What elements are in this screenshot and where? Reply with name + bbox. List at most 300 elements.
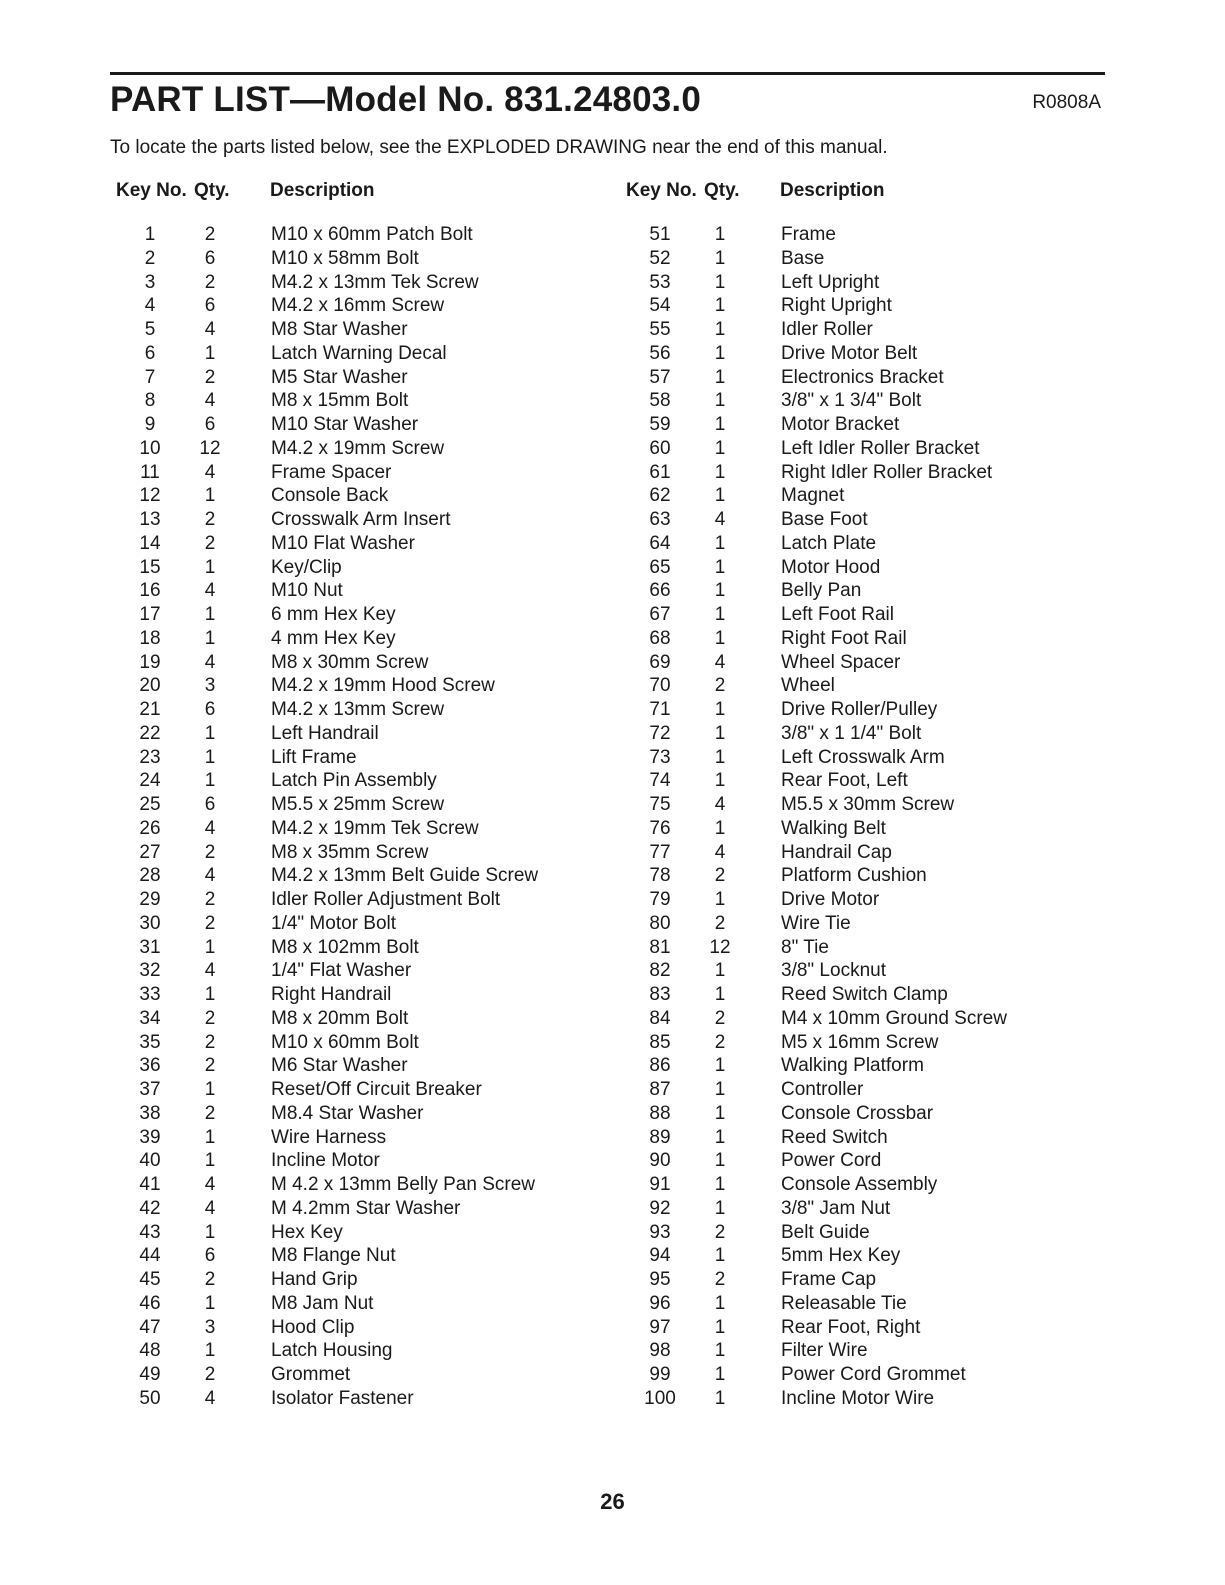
table-row (110, 746, 590, 770)
part-description: 8" Tie (781, 936, 829, 958)
table-row (620, 556, 1100, 580)
table-row (620, 1078, 1100, 1102)
part-key-number: 68 (649, 627, 671, 649)
table-row (620, 1268, 1100, 1292)
table-row (620, 508, 1100, 532)
column-header-key-no: Key No. (626, 180, 697, 201)
part-quantity: 2 (204, 1007, 216, 1029)
part-description: M5 x 16mm Screw (781, 1031, 939, 1053)
part-key-number: 1 (144, 224, 156, 245)
part-quantity: 2 (204, 1055, 216, 1077)
table-row (620, 698, 1100, 722)
part-description: M 4.2 x 13mm Belly Pan Screw (271, 1174, 535, 1195)
part-description: Walking Platform (781, 1055, 924, 1077)
part-quantity: 2 (714, 1269, 726, 1290)
table-row (110, 437, 590, 461)
part-description: M 4.2mm Star Washer (271, 1197, 461, 1219)
part-key-number: 47 (139, 1316, 161, 1338)
part-description: Drive Motor (781, 889, 880, 910)
part-description: M6 Star Washer (271, 1055, 408, 1077)
table-row (620, 1244, 1100, 1268)
part-description: Rear Foot, Right (781, 1316, 921, 1338)
document-code: R0808A (1032, 92, 1101, 113)
part-key-number: 31 (139, 936, 161, 958)
part-quantity: 1 (714, 960, 726, 982)
part-description: Frame (781, 224, 836, 245)
part-description: Platform Cushion (781, 865, 927, 887)
part-key-number: 23 (139, 746, 161, 768)
part-key-number: 48 (139, 1340, 161, 1362)
part-key-number: 89 (649, 1126, 671, 1148)
parts-rows-right (620, 223, 1100, 1411)
table-row (110, 817, 590, 841)
part-key-number: 82 (649, 960, 671, 982)
table-row (620, 1292, 1100, 1316)
table-row (620, 1387, 1100, 1411)
part-description: M4.2 x 16mm Screw (271, 295, 445, 317)
part-quantity: 1 (714, 1340, 726, 1362)
part-quantity: 6 (204, 247, 216, 269)
part-key-number: 63 (649, 509, 671, 530)
part-key-number: 14 (139, 532, 161, 554)
part-key-number: 43 (139, 1221, 161, 1243)
part-key-number: 79 (649, 889, 671, 910)
part-description: Reed Switch (781, 1126, 888, 1148)
part-quantity: 1 (714, 817, 726, 839)
column-header-description: Description (780, 180, 885, 201)
part-quantity: 4 (714, 651, 726, 673)
part-quantity: 1 (714, 1197, 726, 1219)
table-row (110, 1126, 590, 1150)
part-description: Frame Cap (781, 1269, 877, 1290)
part-key-number: 97 (649, 1316, 671, 1338)
table-row (110, 342, 590, 366)
table-row (110, 698, 590, 722)
part-quantity: 4 (714, 841, 726, 863)
table-row (620, 461, 1100, 485)
table-row (620, 959, 1100, 983)
part-quantity: 1 (714, 722, 726, 744)
part-key-number: 41 (139, 1174, 161, 1195)
part-key-number: 30 (139, 912, 161, 934)
table-row (110, 603, 590, 627)
part-description: Drive Roller/Pulley (781, 699, 938, 720)
part-description: Lift Frame (271, 746, 357, 768)
part-quantity: 4 (204, 960, 216, 982)
table-row (110, 223, 590, 247)
part-quantity: 2 (714, 675, 726, 697)
part-description: M4.2 x 13mm Screw (271, 699, 445, 720)
part-quantity: 1 (714, 1387, 726, 1409)
part-quantity: 2 (204, 912, 216, 934)
part-key-number: 65 (649, 556, 671, 578)
part-description: Right Foot Rail (781, 627, 907, 649)
part-description: Hood Clip (271, 1316, 355, 1338)
part-key-number: 87 (649, 1079, 671, 1100)
part-description: Latch Pin Assembly (271, 770, 437, 792)
part-quantity: 2 (714, 912, 726, 934)
part-description: M5.5 x 25mm Screw (271, 794, 445, 815)
table-row (620, 294, 1100, 318)
part-description: Wire Tie (781, 912, 851, 934)
table-row (620, 342, 1100, 366)
part-key-number: 56 (649, 342, 671, 364)
part-key-number: 93 (649, 1221, 671, 1243)
part-key-number: 88 (649, 1102, 671, 1124)
part-key-number: 98 (649, 1340, 671, 1362)
part-description: M10 x 60mm Bolt (271, 1031, 419, 1053)
part-quantity: 4 (204, 865, 216, 887)
part-quantity: 2 (204, 509, 216, 530)
table-row (620, 888, 1100, 912)
part-quantity: 1 (204, 1150, 216, 1172)
part-description: Left Crosswalk Arm (781, 746, 945, 768)
part-quantity: 4 (204, 580, 216, 602)
table-row (110, 1007, 590, 1031)
part-key-number: 25 (139, 794, 161, 815)
part-key-number: 69 (649, 651, 671, 673)
part-key-number: 44 (139, 1245, 161, 1267)
table-row (110, 1149, 590, 1173)
part-description: M5 Star Washer (271, 366, 408, 388)
table-row (620, 983, 1100, 1007)
part-key-number: 75 (649, 794, 671, 815)
part-quantity: 4 (714, 794, 726, 815)
part-key-number: 59 (649, 414, 671, 435)
part-description: M5.5 x 30mm Screw (781, 794, 955, 815)
part-key-number: 27 (139, 841, 161, 863)
part-description: Belly Pan (781, 580, 862, 602)
part-description: 3/8" Jam Nut (781, 1197, 891, 1219)
table-row (110, 579, 590, 603)
table-row (620, 1126, 1100, 1150)
part-description: Reset/Off Circuit Breaker (271, 1079, 482, 1100)
table-row (620, 722, 1100, 746)
part-description: Belt Guide (781, 1221, 870, 1243)
part-description: M8 x 15mm Bolt (271, 390, 409, 412)
part-quantity: 1 (714, 984, 726, 1005)
table-row (110, 769, 590, 793)
part-key-number: 66 (649, 580, 671, 602)
part-key-number: 16 (139, 580, 161, 602)
part-description: Right Handrail (271, 984, 392, 1005)
part-key-number: 55 (649, 319, 671, 340)
part-quantity: 3 (204, 675, 216, 697)
part-key-number: 18 (139, 627, 161, 649)
parts-rows-left (110, 223, 590, 1411)
part-description: Isolator Fastener (271, 1387, 414, 1409)
part-description: Latch Warning Decal (271, 342, 447, 364)
part-key-number: 17 (139, 604, 161, 625)
table-row (620, 864, 1100, 888)
part-key-number: 90 (649, 1150, 671, 1172)
part-quantity: 2 (714, 1031, 726, 1053)
part-quantity: 6 (204, 295, 216, 317)
part-description: Right Upright (781, 295, 892, 317)
part-key-number: 95 (649, 1269, 671, 1290)
table-row (620, 1031, 1100, 1055)
column-header-qty: Qty. (194, 180, 230, 201)
table-row (110, 1197, 590, 1221)
part-key-number: 53 (649, 271, 671, 293)
part-quantity: 1 (714, 1126, 726, 1148)
part-quantity: 2 (204, 1364, 216, 1385)
part-quantity: 1 (714, 437, 726, 459)
part-key-number: 35 (139, 1031, 161, 1053)
part-quantity: 1 (714, 770, 726, 792)
part-key-number: 91 (649, 1174, 671, 1195)
table-row (110, 461, 590, 485)
part-description: Grommet (271, 1364, 351, 1385)
part-description: Releasable Tie (781, 1292, 907, 1314)
part-quantity: 1 (714, 390, 726, 412)
part-quantity: 2 (204, 1031, 216, 1053)
part-description: M8 Flange Nut (271, 1245, 396, 1267)
table-row (110, 1173, 590, 1197)
table-row (620, 1221, 1100, 1245)
table-row (110, 366, 590, 390)
table-row (620, 389, 1100, 413)
table-row (620, 1316, 1100, 1340)
part-description: M8 x 102mm Bolt (271, 936, 419, 958)
part-quantity: 2 (204, 532, 216, 554)
part-quantity: 6 (204, 794, 216, 815)
part-key-number: 74 (649, 770, 671, 792)
part-quantity: 6 (204, 699, 216, 720)
part-quantity: 4 (204, 817, 216, 839)
part-quantity: 1 (714, 1102, 726, 1124)
header-rule (110, 72, 1105, 75)
part-key-number: 83 (649, 984, 671, 1005)
part-quantity: 1 (714, 699, 726, 720)
part-key-number: 67 (649, 604, 671, 625)
part-description: Reed Switch Clamp (781, 984, 948, 1005)
part-description: Base Foot (781, 509, 868, 530)
page-title: PART LIST—Model No. 831.24803.0 (110, 80, 701, 119)
table-row (620, 936, 1100, 960)
table-row (110, 722, 590, 746)
table-row (110, 1221, 590, 1245)
part-quantity: 4 (204, 1197, 216, 1219)
part-description: Left Foot Rail (781, 604, 894, 625)
table-row (110, 864, 590, 888)
table-row (110, 413, 590, 437)
part-key-number: 9 (144, 414, 156, 435)
table-row (620, 1363, 1100, 1387)
part-description: Walking Belt (781, 817, 886, 839)
table-row (620, 1007, 1100, 1031)
part-quantity: 1 (714, 485, 726, 507)
part-description: Handrail Cap (781, 841, 892, 863)
part-description: Magnet (781, 485, 845, 507)
part-key-number: 96 (649, 1292, 671, 1314)
part-key-number: 80 (649, 912, 671, 934)
part-key-number: 42 (139, 1197, 161, 1219)
table-row (110, 888, 590, 912)
part-quantity: 2 (204, 271, 216, 293)
part-key-number: 13 (139, 509, 161, 530)
part-quantity: 1 (204, 1079, 216, 1100)
part-quantity: 1 (714, 1292, 726, 1314)
part-description: Power Cord (781, 1150, 882, 1172)
column-header-qty: Qty. (704, 180, 740, 201)
part-key-number: 34 (139, 1007, 161, 1029)
part-quantity: 4 (204, 390, 216, 412)
part-quantity: 1 (204, 1340, 216, 1362)
table-row (110, 1268, 590, 1292)
part-description: M4 x 10mm Ground Screw (781, 1007, 1007, 1029)
part-description: M8 Star Washer (271, 319, 408, 340)
table-row (110, 1363, 590, 1387)
part-quantity: 2 (204, 841, 216, 863)
column-header-key-no: Key No. (116, 180, 187, 201)
part-description: M4.2 x 19mm Screw (271, 437, 445, 459)
part-quantity: 1 (714, 1245, 726, 1267)
table-row (110, 1078, 590, 1102)
part-description: Base (781, 247, 825, 269)
table-row (620, 271, 1100, 295)
part-quantity: 4 (204, 651, 216, 673)
table-row (620, 746, 1100, 770)
part-quantity: 1 (204, 746, 216, 768)
part-quantity: 1 (204, 1221, 216, 1243)
table-row (620, 318, 1100, 342)
part-quantity: 1 (714, 746, 726, 768)
part-quantity: 4 (204, 461, 216, 483)
part-quantity: 1 (714, 319, 726, 340)
part-quantity: 1 (714, 1316, 726, 1338)
column-header-description: Description (270, 180, 375, 201)
part-description: Idler Roller Adjustment Bolt (271, 889, 501, 910)
part-key-number: 32 (139, 960, 161, 982)
part-key-number: 2 (144, 247, 156, 269)
part-key-number: 50 (139, 1387, 161, 1409)
part-key-number: 5 (144, 319, 156, 340)
part-key-number: 73 (649, 746, 671, 768)
part-quantity: 1 (714, 1174, 726, 1195)
part-key-number: 60 (649, 437, 671, 459)
part-quantity: 1 (714, 271, 726, 293)
part-description: Crosswalk Arm Insert (271, 509, 451, 530)
table-row (110, 627, 590, 651)
table-row (110, 841, 590, 865)
part-key-number: 39 (139, 1126, 161, 1148)
part-quantity: 1 (714, 556, 726, 578)
table-row (620, 1149, 1100, 1173)
part-key-number: 57 (649, 366, 671, 388)
part-description: 3/8" Locknut (781, 960, 886, 982)
part-description: Incline Motor Wire (781, 1387, 935, 1409)
part-key-number: 10 (139, 437, 161, 459)
part-description: Console Assembly (781, 1174, 938, 1195)
part-description: M8 Jam Nut (271, 1292, 374, 1314)
part-description: Motor Hood (781, 556, 881, 578)
part-quantity: 1 (714, 580, 726, 602)
part-quantity: 1 (714, 1055, 726, 1077)
part-key-number: 7 (144, 366, 156, 388)
part-quantity: 1 (714, 461, 726, 483)
table-row (620, 1197, 1100, 1221)
part-key-number: 70 (649, 675, 671, 697)
table-row (110, 318, 590, 342)
part-description: Incline Motor (271, 1150, 380, 1172)
part-quantity: 1 (204, 722, 216, 744)
table-row (620, 1339, 1100, 1363)
part-description: M4.2 x 13mm Tek Screw (271, 271, 479, 293)
part-quantity: 1 (714, 889, 726, 910)
part-description: Hex Key (271, 1221, 343, 1243)
part-description: Key/Clip (271, 556, 342, 578)
table-row (620, 841, 1100, 865)
part-description: Motor Bracket (781, 414, 900, 435)
part-key-number: 78 (649, 865, 671, 887)
part-quantity: 1 (204, 770, 216, 792)
part-quantity: 1 (714, 295, 726, 317)
part-key-number: 11 (140, 461, 160, 483)
table-row (620, 484, 1100, 508)
table-row (110, 936, 590, 960)
table-row (110, 508, 590, 532)
part-quantity: 3 (204, 1316, 216, 1338)
table-row (110, 793, 590, 817)
part-quantity: 1 (714, 627, 726, 649)
part-description: M8 x 20mm Bolt (271, 1007, 409, 1029)
part-key-number: 38 (139, 1102, 161, 1124)
part-description: M10 x 58mm Bolt (271, 247, 419, 269)
part-quantity: 1 (204, 556, 216, 578)
part-key-number: 46 (139, 1292, 161, 1314)
table-row (110, 271, 590, 295)
table-row (620, 1173, 1100, 1197)
part-quantity: 2 (714, 1007, 726, 1029)
table-row (110, 651, 590, 675)
part-quantity: 1 (714, 247, 726, 269)
table-row (620, 247, 1100, 271)
table-row (110, 1054, 590, 1078)
part-description: Drive Motor Belt (781, 342, 918, 364)
table-row (620, 603, 1100, 627)
table-row (110, 294, 590, 318)
part-description: Right Idler Roller Bracket (781, 461, 993, 483)
part-quantity: 2 (204, 1269, 216, 1290)
part-key-number: 36 (139, 1055, 161, 1077)
part-key-number: 72 (649, 722, 671, 744)
table-row (110, 1031, 590, 1055)
part-key-number: 81 (649, 936, 671, 958)
intro-text: To locate the parts listed below, see the EXPLODED DRAWING near the end of this manual. (110, 137, 888, 158)
part-description: Power Cord Grommet (781, 1364, 966, 1385)
part-key-number: 20 (139, 675, 161, 697)
part-key-number: 51 (649, 224, 671, 245)
part-quantity: 1 (204, 604, 216, 625)
part-description: Electronics Bracket (781, 366, 944, 388)
part-key-number: 85 (649, 1031, 671, 1053)
part-quantity: 12 (709, 936, 731, 958)
part-description: Rear Foot, Left (781, 770, 908, 792)
part-description: Latch Plate (781, 532, 877, 554)
part-quantity: 6 (204, 1245, 216, 1267)
part-quantity: 1 (714, 414, 726, 435)
part-quantity: 1 (714, 1364, 726, 1385)
table-row (110, 556, 590, 580)
part-description: M10 Star Washer (271, 414, 419, 435)
part-description: Idler Roller (781, 319, 873, 340)
part-description: 4 mm Hex Key (271, 627, 396, 649)
part-key-number: 61 (649, 461, 671, 483)
table-row (110, 983, 590, 1007)
table-row (110, 959, 590, 983)
part-key-number: 71 (649, 699, 671, 720)
